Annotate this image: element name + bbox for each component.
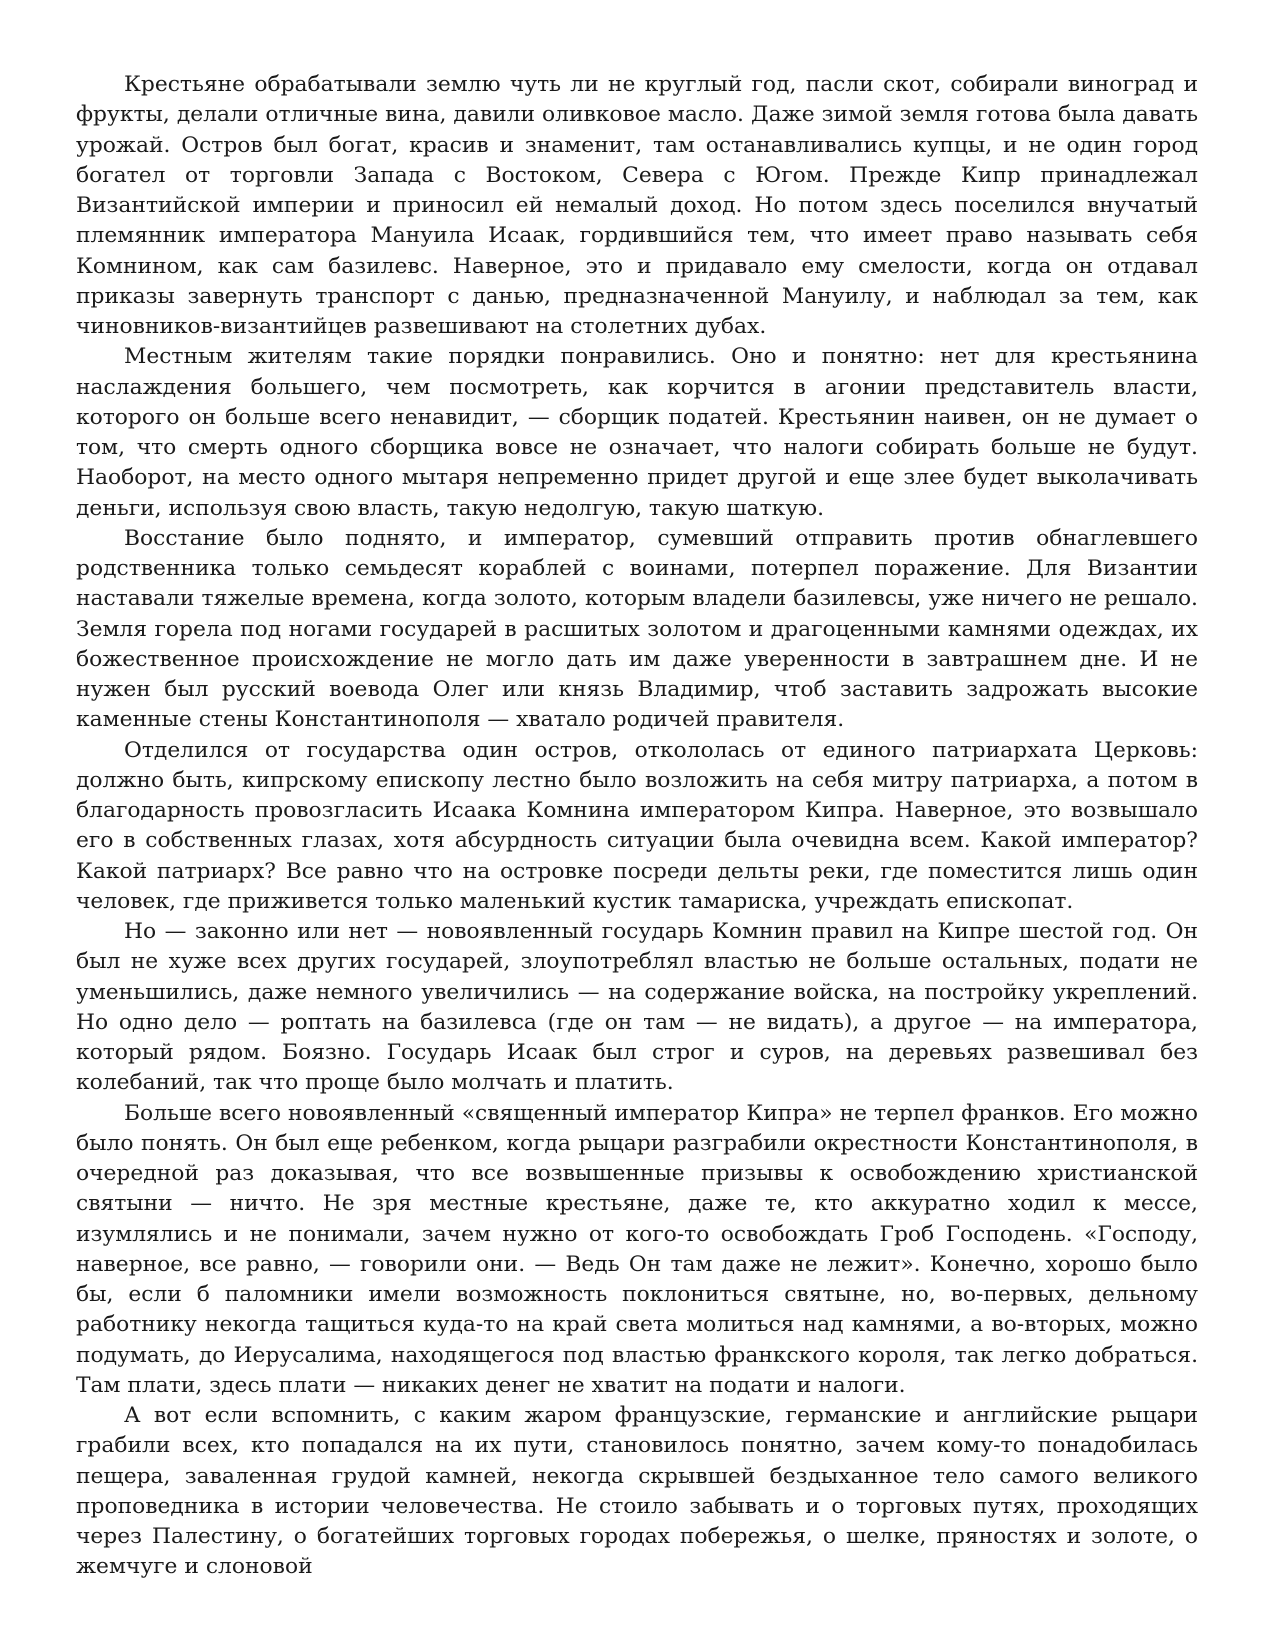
paragraph-4: Отделился от государства один остров, откололась от единого патриархата Церковь: должно быть, кипрскому епископу лестно было возложить на себя митру патриарха, а потом в благодарность провозгласить Исаака Комнина императором Кипра. Наверное, это возвышало его в собственных глазах, хотя абсурдность ситуации была очевидна всем. Какой император? Какой патриарх? Все равно что на островке посреди дельты реки, где поместится лишь один человек, где приживется только маленький кустик тамариска, учреждать епископат. [76,737,1198,914]
paragraph-3: Восстание было поднято, и император, сумевший отправить против обнаглевшего родственника только семьдесят кораблей с воинами, потерпел поражение. Для Византии наставали тяжелые времена, когда золото, которым владели базилевсы, уже ничего не решало. Земля горела под ногами государей в расшитых золотом и драгоценными камнями одеждах, их божественное происхождение не могло дать им даже уверенности в завтрашнем дне. И не нужен был русский воевода Олег или князь Владимир, чтоб заставить задрожать высокие каменные стены Константинополя — хватало родичей правителя. [76,525,1198,733]
paragraph-2: Местным жителям такие порядки понравились. Оно и понятно: нет для крестьянина наслаждения большего, чем посмотреть, как корчится в агонии представитель власти, которого он больше всего ненавидит, — сборщик податей. Крестьянин наивен, он не думает о том, что смерть одного сборщика вовсе не означает, что налоги собирать больше не будут. Наоборот, на место одного мытаря непременно придет другой и еще злее будет выколачивать деньги, используя свою власть, такую недолгую, такую шаткую. [76,344,1198,521]
paragraph-7: А вот если вспомнить, с каким жаром французские, германские и английские рыцари грабили всех, кто попадался на их пути, становилось понятно, зачем кому-то понадобилась пещера, заваленная грудой камней, некогда скрывшей бездыханное тело самого великого проповедника в истории человечества. Не стоило забывать и о торговых путях, проходящих через Палестину, о богатейших торговых городах побережья, о шелке, пряностях и золоте, о жемчуге и слоновой [76,1403,1198,1580]
paragraph-1: Крестьяне обрабатывали землю чуть ли не круглый год, пасли скот, собирали виноград и фрукты, делали отличные вина, давили оливковое масло. Даже зимой земля готова была давать урожай. Остров был богат, красив и знаменит, там останавливались купцы, и не один город богател от торговли Запада с Востоком, Севера с Югом. Прежде Кипр принадлежал Византийской империи и приносил ей немалый доход. Но потом здесь поселился внучатый племянник императора Мануила Исаак, гордившийся тем, что имеет право называть себя Комнином, как сам базилевс. Наверное, это и придавало ему смелости, когда он отдавал приказы завернуть транспорт с данью, предназначенной Мануилу, и наблюдал за тем, как чиновников-византийцев развешивают на столетних дубах. [76,72,1198,339]
paragraph-5: Но — законно или нет — новоявленный государь Комнин правил на Кипре шестой год. Он был не хуже всех других государей, злоупотреблял властью не больше остальных, подати не уменьшились, даже немного увеличились — на содержание войска, на постройку укреплений. Но одно дело — роптать на базилевса (где он там — не видать), а другое — на императора, который рядом. Боязно. Государь Исаак был строг и суров, на деревьях развешивал без колебаний, так что проще было молчать и платить. [76,919,1198,1096]
page-text [76,70,1198,1583]
paragraph-6: Больше всего новоявленный «священный император Кипра» не терпел франков. Его можно было понять. Он был еще ребенком, когда рыцари разграбили окрестности Константинополя, в очередной раз доказывая, что все возвышенные призывы к освобождению христианской святыни — ничто. Не зря местные крестьяне, даже те, кто аккуратно ходил к мессе, изумлялись и не понимали, зачем нужно от кого-то освобождать Гроб Господень. «Господу, наверное, все равно, — говорили они. — Ведь Он там даже не лежит». Конечно, хорошо было бы, если б паломники имели возможность поклониться святыне, но, во-первых, дельному работнику некогда тащиться куда-то на край света молиться над камнями, а во-вторых, можно подумать, до Иерусалима, находящегося под властью франкского короля, так легко добраться. Там плати, здесь плати — никаких денег не хватит на подати и налоги. [76,1100,1198,1398]
